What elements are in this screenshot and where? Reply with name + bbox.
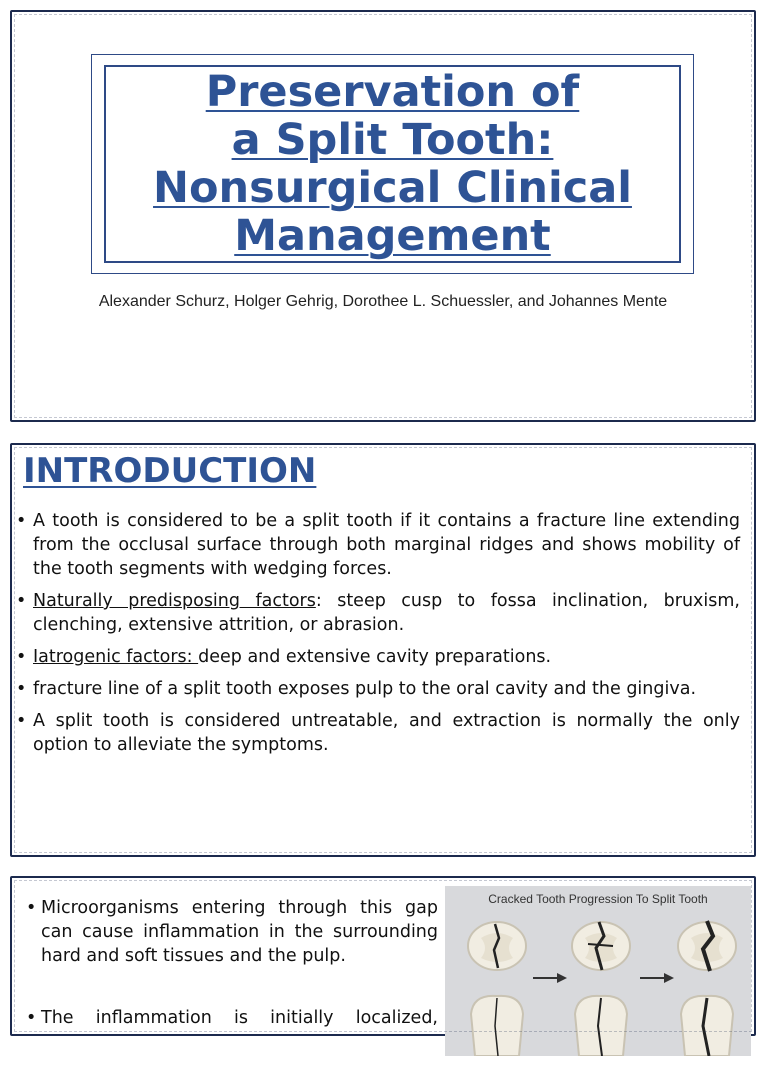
bullet-text: A tooth is considered to be a split tooth if it contains a fracture line extending from the occlusal surface through both marginal ridges and shows mobility of the tooth segments with wedging forces.: [33, 511, 740, 579]
tooth-side-3-icon: [681, 996, 733, 1056]
arrow-icon: [640, 973, 674, 983]
presentation-title: [153, 68, 632, 260]
authors: Alexander Schurz, Holger Gehrig, Dorothee L. Schuessler, and Johannes Mente: [98, 293, 668, 310]
bullet-label: Naturally predisposing factors: [33, 591, 316, 611]
list-item: [16, 509, 740, 581]
title-line-3: Nonsurgical Clinical: [153, 163, 632, 213]
bullet-list: [26, 896, 438, 1068]
figure-caption: Cracked Tooth Progression To Split Tooth: [488, 892, 708, 906]
bullet-text: A split tooth is considered untreatable, and extraction is normally the only option to alleviate the symptoms.: [33, 711, 740, 755]
introduction-slide: [10, 443, 756, 857]
title-line-1: Preservation of: [205, 67, 580, 117]
title-frame-inner: [104, 65, 681, 263]
tooth-stage-2-icon: [572, 922, 630, 970]
tooth-side-2-icon: [575, 996, 627, 1056]
bullet-text: deep and extensive cavity preparations.: [198, 647, 552, 667]
list-item: [26, 896, 438, 968]
list-item: [16, 709, 740, 757]
bullet-text: : steep cusp to fossa inclination, bruxism, clenching, extensive attrition, or abrasion.: [33, 591, 740, 635]
tooth-stage-3-icon: [678, 921, 736, 971]
title-slide: [10, 10, 756, 422]
title-frame: [91, 54, 694, 274]
tooth-side-1-icon: [471, 996, 523, 1056]
bullet-list: [16, 509, 740, 765]
bullet-text: Microorganisms entering through this gap can cause inflammation in the surrounding hard and soft tissues and the pulp.: [41, 898, 438, 966]
list-item: [16, 645, 740, 669]
bullet-label: Iatrogenic factors:: [33, 647, 199, 667]
pathology-slide: [10, 876, 756, 1036]
bullet-text: The inflammation is initially localized,: [41, 1008, 438, 1028]
list-item: [16, 677, 740, 701]
bullet-text: fracture line of a split tooth exposes pulp to the oral cavity and the gingiva.: [33, 679, 697, 699]
section-heading: INTRODUCTION: [23, 451, 317, 491]
title-line-4: Management: [234, 211, 551, 261]
list-item: [16, 589, 740, 637]
list-item: [26, 1006, 438, 1030]
tooth-progression-figure: [445, 886, 751, 1056]
tooth-illustration: [445, 886, 751, 1056]
title-line-2: a Split Tooth:: [231, 115, 554, 165]
tooth-stage-1-icon: [468, 922, 526, 970]
arrow-icon: [533, 973, 567, 983]
